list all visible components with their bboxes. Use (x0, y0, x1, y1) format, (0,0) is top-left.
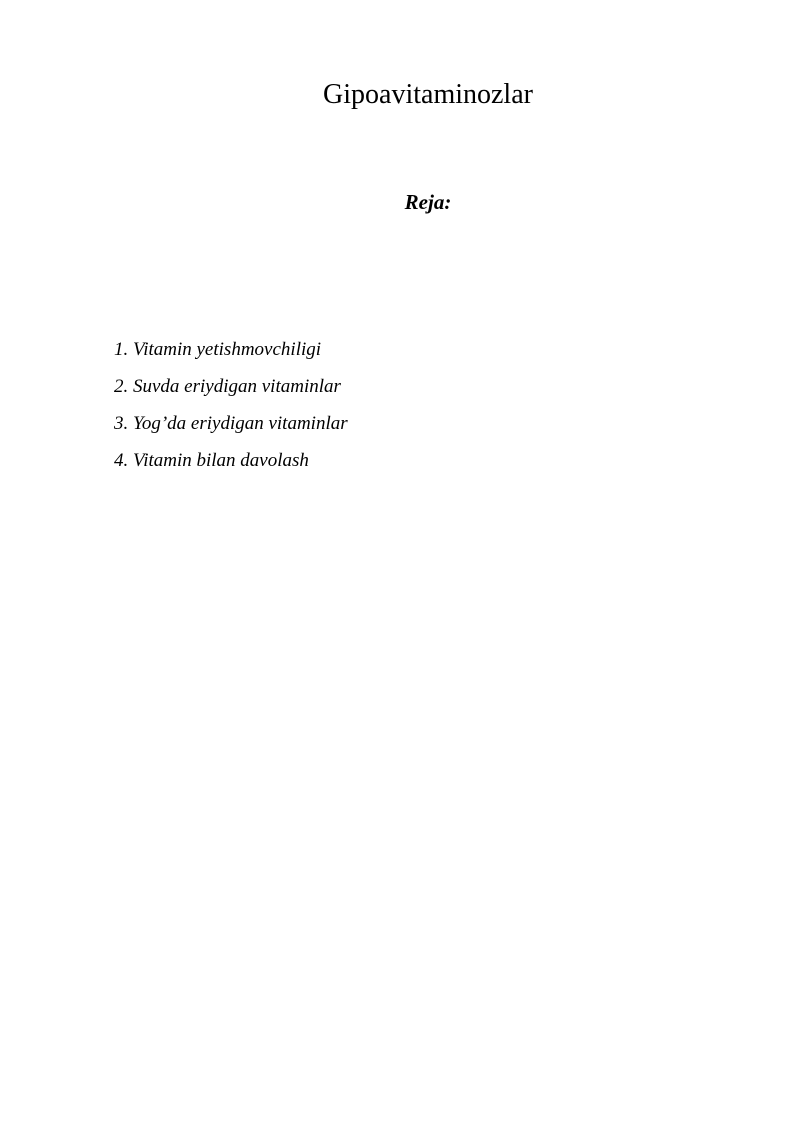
plan-item (114, 442, 348, 479)
plan-list (114, 331, 348, 479)
plan-item-text: Vitamin bilan davolash (133, 450, 309, 471)
plan-item-number: 4. (114, 450, 129, 471)
plan-item-number: 3. (114, 413, 129, 434)
plan-item-number: 2. (114, 376, 129, 397)
plan-item (114, 331, 348, 368)
plan-item-number: 1. (114, 339, 129, 360)
plan-item-text: Vitamin yetishmovchiligi (133, 339, 322, 360)
plan-item-text: Yog’da eriydigan vitaminlar (133, 413, 348, 434)
document-title: Gipoavitaminozlar (323, 79, 533, 110)
plan-item-text: Suvda eriydigan vitaminlar (133, 376, 341, 397)
plan-item (114, 368, 348, 405)
plan-item (114, 405, 348, 442)
plan-heading: Reja: (404, 190, 452, 214)
